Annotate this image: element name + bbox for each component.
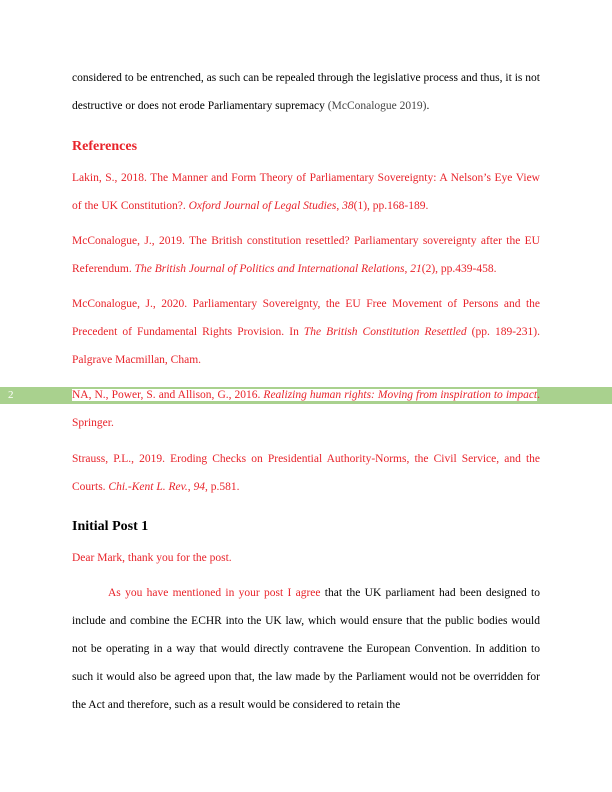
intro-citation: (McConalogue 2019) [327, 100, 427, 112]
intro-end: . [426, 100, 430, 112]
intro-paragraph [72, 64, 540, 120]
reference-text: McConalogue, J., 2020. Parliamentary Sovereignty, the EU Free Movement of Persons and the Precedent of Fundamental Rights Provision. In [72, 298, 540, 338]
reference-journal: Oxford Journal of Legal Studies [188, 200, 337, 212]
reference-text: Strauss, P.L., 2019. Eroding Checks on Presidential Authority-Norms, the Civil Service, and the Courts. [72, 453, 540, 493]
reference-text: , [404, 263, 411, 275]
reference-text: NA, N., Power, S. and Allison, G., 2016. [72, 389, 264, 401]
reference-volume: 94 [193, 481, 205, 493]
reference-journal: Chi.-Kent L. Rev. [108, 481, 188, 493]
reference-item [72, 227, 540, 283]
reference-text: , [187, 481, 194, 493]
reference-item [72, 381, 540, 437]
reference-text: (2), pp.439-458. [421, 263, 497, 275]
reference-text: Lakin, S., 2018. The Manner and Form Theory of Parliamentary Sovereignty: A Nelson’s Eye View of the UK Constitution?. [72, 172, 540, 212]
reference-volume: 38 [342, 200, 354, 212]
reference-item [72, 290, 540, 374]
reference-book-title: The British Constitution Resettled [303, 326, 467, 338]
reference-text: (pp. 189-231). Palgrave Macmillan, Cham. [72, 326, 540, 366]
reference-text: . Springer. [72, 389, 541, 429]
reference-text: McConalogue, J., 2019. The British constitution resettled? Parliamentary sovereignty after the EU Referendum. [72, 235, 540, 275]
post-greeting: Dear Mark, thank you for the post. [72, 552, 232, 564]
reference-volume: 21 [410, 263, 422, 275]
reference-text: (1), pp.168-189. [353, 200, 429, 212]
page-number: 2 [8, 389, 14, 401]
post-heading: Initial Post 1 [72, 519, 149, 534]
reference-text: , p.581. [205, 481, 240, 493]
post-body [72, 579, 540, 719]
post-body-text: that the UK parliament had been designed to include and combine the ECHR into the UK law, which would ensure that the public bodies would not be operating in a way that would directly contravene the European Convention. In addition to such it would also be agreed upon that, the law made by the Parliament would not be overridden for the Act and therefore, such as a result would be considered to retain the [72, 587, 541, 711]
reference-item [72, 164, 540, 220]
reference-book-title: Realizing human rights: Moving from inspiration to impact [263, 389, 538, 401]
post-body-highlight: As you have mentioned in your post I agree [108, 587, 321, 599]
references-heading: References [72, 139, 138, 154]
reference-item [72, 445, 540, 501]
intro-text: considered to be entrenched, as such can be repealed through the legislative process and thus, it is not destructive or does not erode Parliamentary supremacy [72, 72, 540, 112]
reference-journal: The British Journal of Politics and International Relations [134, 263, 405, 275]
reference-text: , [336, 200, 343, 212]
